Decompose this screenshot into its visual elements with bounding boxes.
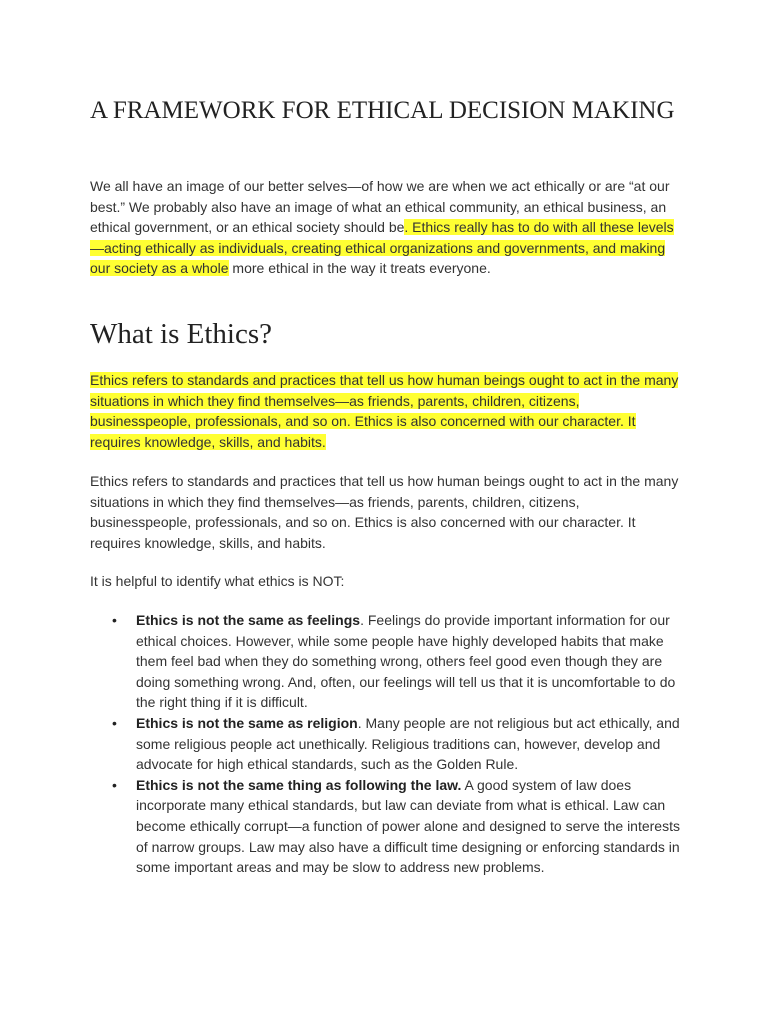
list-item-lead: Ethics is not the same as feelings [136,612,361,628]
document-title: A FRAMEWORK FOR ETHICAL DECISION MAKING [90,97,675,124]
definition-highlighted-text: Ethics refers to standards and practices that tell us how human beings ought to act in the many situations in which they find themselves—as friends, parents, children, citizens, businesspeople, professionals, and so on. Ethics is also concerned with our character. It requires knowledge, skills, and habits. [90,372,679,450]
intro-paragraph [90,176,682,279]
list-item [90,775,682,878]
list-item [90,713,682,775]
intro-text-start: We all have an image of our better selves—of how we are when we act ethically or are “at our best.” We probably also have an image of what an ethical community, an ethical business, an ethical government, or an ethical society should be [90,178,670,236]
intro-text-end: more ethical in the way it treats everyone. [228,260,491,277]
definition-paragraph: Ethics refers to standards and practices that tell us how human beings ought to act in the many situations in which they find themselves—as friends, parents, children, citizens, businesspeople, professionals, and so on. Ethics is also concerned with our character. It requires knowledge, skills, and habits. [90,473,679,551]
helpful-intro: It is helpful to identify what ethics is NOT: [90,573,345,589]
list-item-text: . Feelings do provide important information for our ethical choices. However, while some people have highly developed habits that make them feel bad when they do something wrong, others feel good even though they are doing something wrong. And, often, our feelings will tell us that it is uncomfortable to do the right thing if it is difficult. [136,612,676,711]
list-item-lead: Ethics is not the same thing as following the law. [136,776,462,793]
bullet-icon: • [112,776,117,793]
list-item-lead: Ethics is not the same as religion [136,714,358,731]
bullet-icon: • [112,612,117,628]
list-item-text: . Many people are not religious but act ethically, and some religious people act unethically. Religious traditions can, however, develop and advocate for high ethical standards, such as the Golden Rule. [136,714,680,773]
intro-highlighted-text: . Ethics really has to do with all these levels—acting ethically as individuals, creating ethical organizations and governments, and making our society as a whole [90,219,674,277]
bullet-icon: • [112,714,117,731]
list-item-text: A good system of law does incorporate many ethical standards, but law can deviate from what is ethical. Law can become ethically corrupt—a function of power alone and designed to serve the interests of narrow groups. Law may also have a difficult time designing or enforcing standards in some important areas and may be slow to address new problems. [136,776,680,876]
list-item [90,610,682,713]
ethics-not-list [90,610,682,878]
definition-highlighted-paragraph [90,370,682,452]
section-heading: What is Ethics? [90,318,273,350]
